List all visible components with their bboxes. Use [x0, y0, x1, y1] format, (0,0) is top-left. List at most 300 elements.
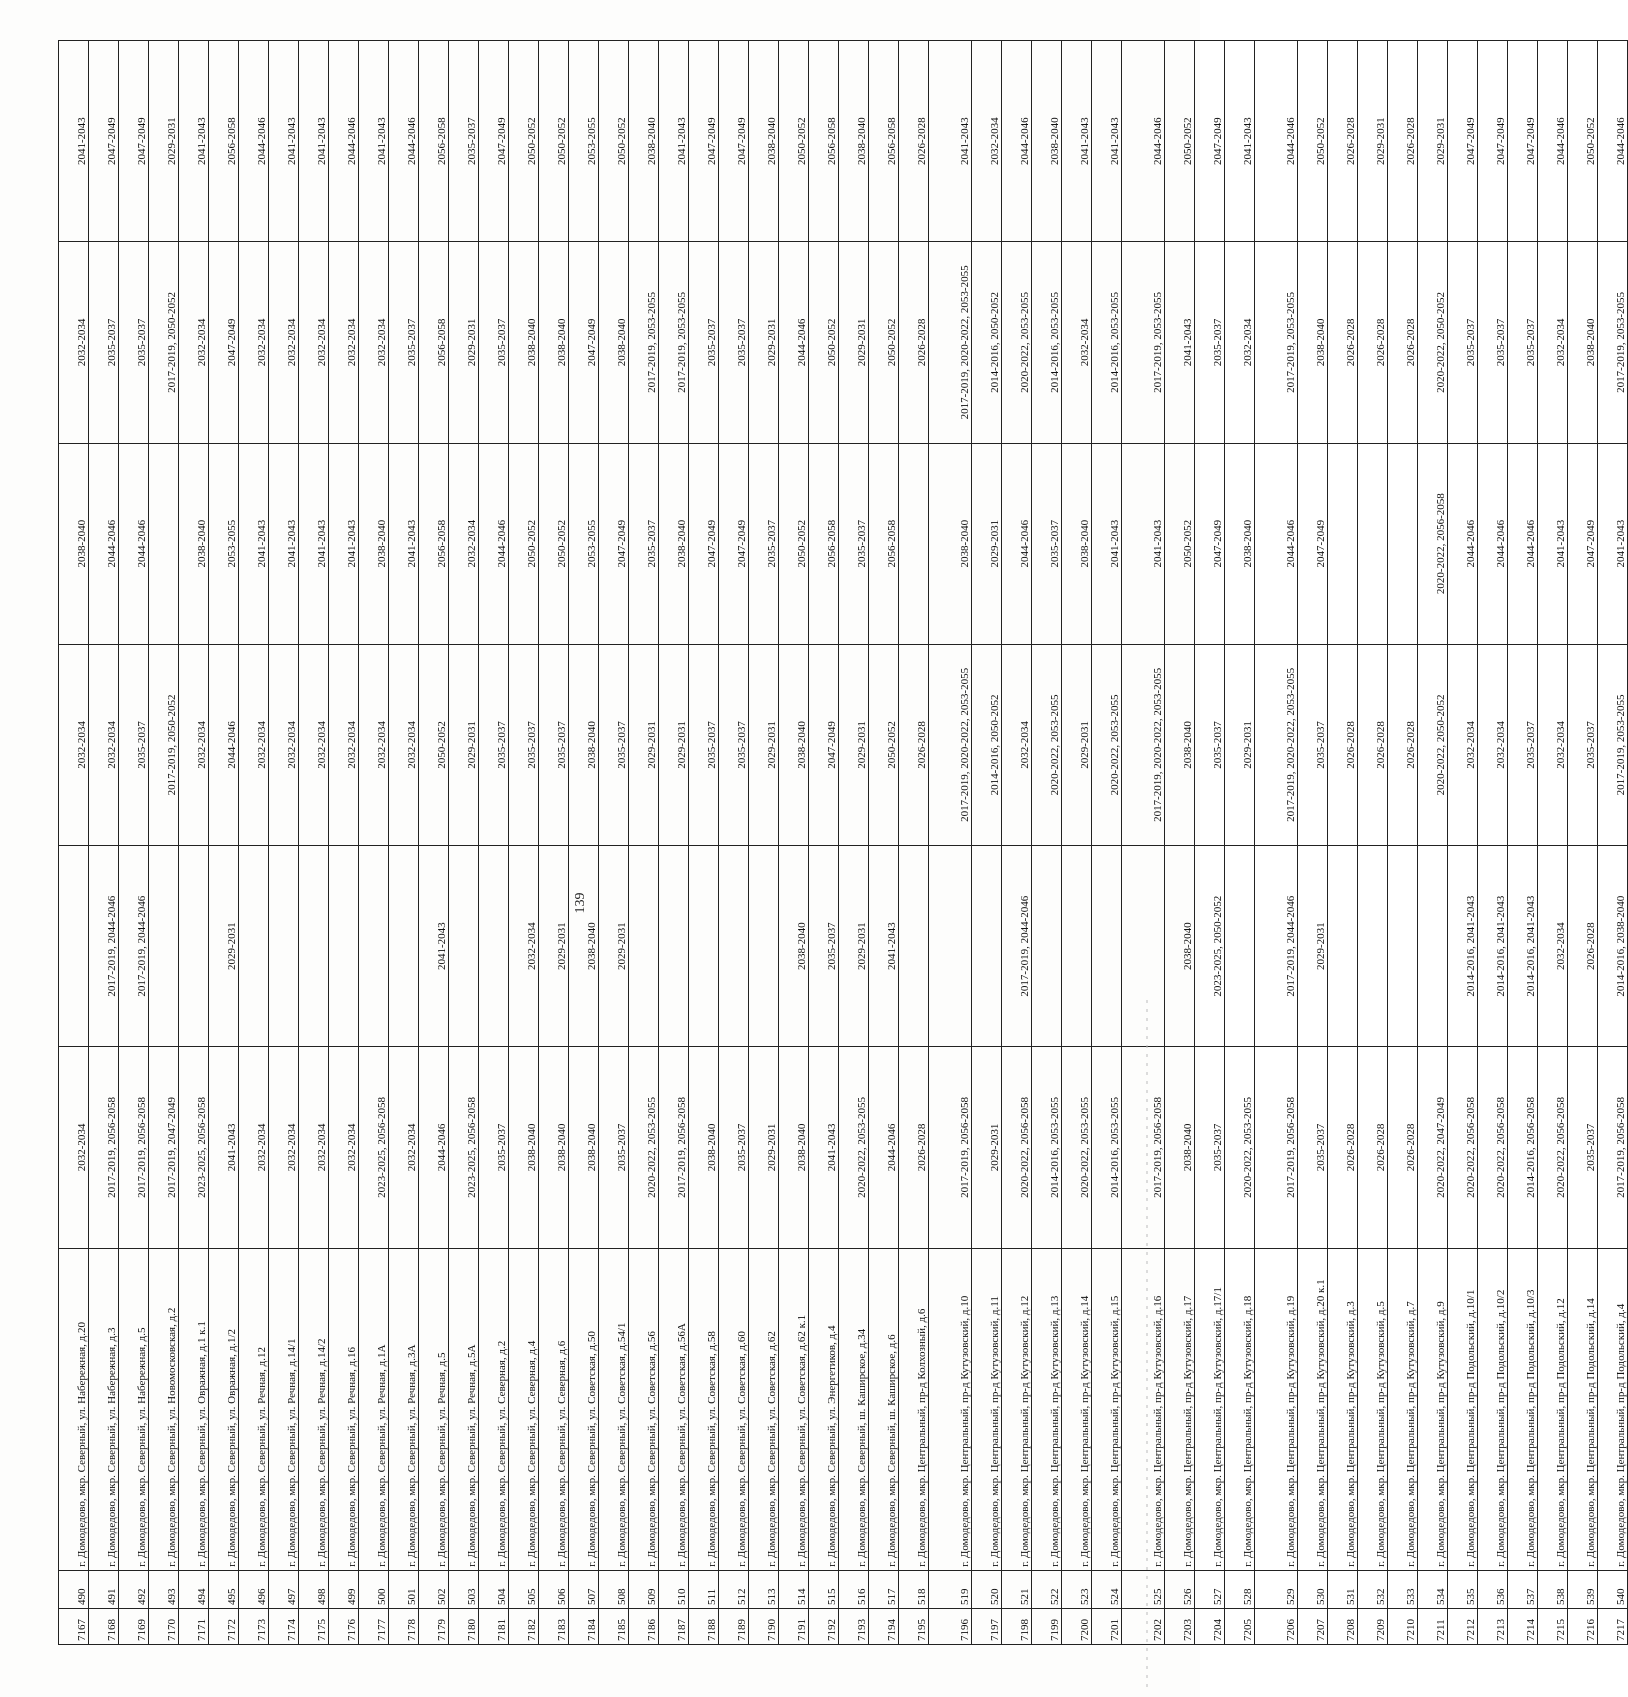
row-index-cell: 7202	[1122, 1608, 1165, 1644]
period-2-cell	[749, 846, 779, 1047]
period-3-cell: 2026-2028	[1358, 644, 1388, 845]
period-1-cell: 2020-2022, 2053-2055	[839, 1047, 869, 1248]
period-5-cell: 2047-2049	[569, 242, 599, 443]
table-row	[269, 41, 299, 1645]
item-number-cell: 498	[299, 1570, 329, 1608]
period-4-cell: 2050-2052	[779, 443, 809, 644]
period-4-cell	[899, 443, 929, 644]
table-row	[1092, 41, 1122, 1645]
period-5-cell: 2038-2040	[509, 242, 539, 443]
period-2-cell: 2038-2040	[1165, 846, 1195, 1047]
item-number-cell: 493	[149, 1570, 179, 1608]
period-1-cell: 2032-2034	[239, 1047, 269, 1248]
period-3-cell: 2032-2034	[389, 644, 419, 845]
period-6-cell: 2038-2040	[1032, 41, 1062, 242]
period-2-cell	[1062, 846, 1092, 1047]
period-2-cell	[689, 846, 719, 1047]
table-row	[419, 41, 449, 1645]
period-4-cell: 2041-2043	[329, 443, 359, 644]
address-cell: г. Домодедово, мкр. Центральный, пр-д Кутузовский, д.15	[1092, 1248, 1122, 1570]
period-5-cell: 2032-2034	[269, 242, 299, 443]
item-number-cell: 494	[179, 1570, 209, 1608]
period-1-cell: 2041-2043	[809, 1047, 839, 1248]
period-2-cell	[239, 846, 269, 1047]
item-number-cell: 512	[719, 1570, 749, 1608]
table-row	[1002, 41, 1032, 1645]
item-number-cell: 539	[1568, 1570, 1598, 1608]
table-row	[659, 41, 689, 1645]
address-cell: г. Домодедово, мкр. Центральный, пр-д Кутузовский, д.20 к.1	[1298, 1248, 1328, 1570]
period-6-cell: 2044-2046	[389, 41, 419, 242]
table-row	[779, 41, 809, 1645]
period-2-cell	[389, 846, 419, 1047]
row-index-cell: 7185	[599, 1608, 629, 1644]
period-5-cell: 2026-2028	[899, 242, 929, 443]
period-1-cell: 2020-2022, 2056-2058	[1002, 1047, 1032, 1248]
period-1-cell: 2038-2040	[779, 1047, 809, 1248]
period-6-cell: 2047-2049	[479, 41, 509, 242]
item-number-cell: 499	[329, 1570, 359, 1608]
table-row	[299, 41, 329, 1645]
row-index-cell: 7175	[299, 1608, 329, 1644]
period-2-cell: 2038-2040	[569, 846, 599, 1047]
period-6-cell: 2044-2046	[1002, 41, 1032, 242]
housing-repair-schedule-table	[58, 40, 1628, 1645]
item-number-cell: 524	[1092, 1570, 1122, 1608]
row-index-cell: 7181	[479, 1608, 509, 1644]
period-3-cell: 2017-2019, 2020-2022, 2053-2055	[1122, 644, 1165, 845]
period-3-cell: 2029-2031	[839, 644, 869, 845]
row-index-cell: 7193	[839, 1608, 869, 1644]
item-number-cell: 509	[629, 1570, 659, 1608]
period-6-cell: 2044-2046	[1598, 41, 1628, 242]
address-cell: г. Домодедово, мкр. Центральный, пр-д Кутузовский, д.7	[1388, 1248, 1418, 1570]
period-3-cell: 2038-2040	[779, 644, 809, 845]
period-3-cell: 2032-2034	[329, 644, 359, 845]
address-cell: г. Домодедово, мкр. Северный, ул. Речная, д.1А	[359, 1248, 389, 1570]
period-4-cell	[1388, 443, 1418, 644]
row-index-cell: 7183	[539, 1608, 569, 1644]
item-number-cell: 491	[89, 1570, 119, 1608]
period-6-cell: 2047-2049	[1195, 41, 1225, 242]
table-row	[1448, 41, 1478, 1645]
item-number-cell: 516	[839, 1570, 869, 1608]
item-number-cell: 501	[389, 1570, 419, 1608]
item-number-cell: 525	[1122, 1570, 1165, 1608]
period-3-cell: 2032-2034	[359, 644, 389, 845]
period-5-cell: 2017-2019, 2053-2055	[659, 242, 689, 443]
table-row	[929, 41, 972, 1645]
address-cell: г. Домодедово, мкр. Северный, ул. Советская, д.50	[569, 1248, 599, 1570]
period-1-cell: 2020-2022, 2056-2058	[1478, 1047, 1508, 1248]
table-row	[1598, 41, 1628, 1645]
period-6-cell: 2056-2058	[419, 41, 449, 242]
row-index-cell: 7186	[629, 1608, 659, 1644]
period-2-cell	[1418, 846, 1448, 1047]
period-3-cell: 2017-2019, 2053-2055	[1598, 644, 1628, 845]
period-3-cell: 2026-2028	[1388, 644, 1418, 845]
period-3-cell: 2032-2034	[1002, 644, 1032, 845]
period-4-cell: 2041-2043	[299, 443, 329, 644]
period-6-cell: 2047-2049	[1478, 41, 1508, 242]
period-2-cell: 2026-2028	[1568, 846, 1598, 1047]
row-index-cell: 7177	[359, 1608, 389, 1644]
period-6-cell: 2029-2031	[149, 41, 179, 242]
period-5-cell: 2032-2034	[359, 242, 389, 443]
period-5-cell: 2029-2031	[839, 242, 869, 443]
period-2-cell	[899, 846, 929, 1047]
table-row	[449, 41, 479, 1645]
period-2-cell	[299, 846, 329, 1047]
period-4-cell: 2056-2058	[869, 443, 899, 644]
period-3-cell: 2029-2031	[659, 644, 689, 845]
period-4-cell: 2032-2034	[449, 443, 479, 644]
period-6-cell: 2041-2043	[659, 41, 689, 242]
period-4-cell: 2041-2043	[1598, 443, 1628, 644]
period-3-cell: 2032-2034	[239, 644, 269, 845]
row-index-cell: 7194	[869, 1608, 899, 1644]
period-1-cell: 2044-2046	[869, 1047, 899, 1248]
period-5-cell: 2032-2034	[59, 242, 89, 443]
period-6-cell: 2053-2055	[569, 41, 599, 242]
period-4-cell: 2047-2049	[1568, 443, 1598, 644]
period-5-cell: 2050-2052	[809, 242, 839, 443]
period-4-cell: 2050-2052	[1165, 443, 1195, 644]
period-1-cell: 2014-2016, 2056-2058	[1508, 1047, 1538, 1248]
period-6-cell: 2041-2043	[359, 41, 389, 242]
period-5-cell: 2032-2034	[239, 242, 269, 443]
table-row	[1032, 41, 1062, 1645]
address-cell: г. Домодедово, мкр. Северный, ул. Советская, д.62 к.1	[779, 1248, 809, 1570]
period-6-cell: 2044-2046	[1538, 41, 1568, 242]
period-1-cell: 2017-2019, 2047-2049	[149, 1047, 179, 1248]
period-6-cell: 2050-2052	[1298, 41, 1328, 242]
period-3-cell: 2032-2034	[269, 644, 299, 845]
row-index-cell: 7168	[89, 1608, 119, 1644]
period-6-cell: 2047-2049	[1448, 41, 1478, 242]
row-index-cell: 7213	[1478, 1608, 1508, 1644]
address-cell: г. Домодедово, мкр. Северный, ул. Речная, д.14/1	[269, 1248, 299, 1570]
period-5-cell: 2017-2019, 2053-2055	[1255, 242, 1298, 443]
item-number-cell: 497	[269, 1570, 299, 1608]
period-3-cell: 2035-2037	[1195, 644, 1225, 845]
period-2-cell: 2017-2019, 2044-2046	[1255, 846, 1298, 1047]
item-number-cell: 510	[659, 1570, 689, 1608]
page-number: 139	[573, 892, 588, 914]
item-number-cell: 515	[809, 1570, 839, 1608]
item-number-cell: 519	[929, 1570, 972, 1608]
table-row	[1225, 41, 1255, 1645]
period-1-cell: 2032-2034	[329, 1047, 359, 1248]
item-number-cell: 537	[1508, 1570, 1538, 1608]
period-5-cell: 2038-2040	[539, 242, 569, 443]
period-4-cell: 2038-2040	[59, 443, 89, 644]
item-number-cell: 529	[1255, 1570, 1298, 1608]
period-5-cell: 2035-2037	[689, 242, 719, 443]
period-3-cell: 2032-2034	[1448, 644, 1478, 845]
address-cell: г. Домодедово, мкр. Центральный, пр-д Кутузовский, д.14	[1062, 1248, 1092, 1570]
period-5-cell: 2032-2034	[299, 242, 329, 443]
period-4-cell	[149, 443, 179, 644]
period-5-cell: 2035-2037	[389, 242, 419, 443]
period-4-cell: 2056-2058	[419, 443, 449, 644]
table-row	[1508, 41, 1538, 1645]
period-6-cell: 2047-2049	[719, 41, 749, 242]
row-index-cell: 7179	[419, 1608, 449, 1644]
item-number-cell: 528	[1225, 1570, 1255, 1608]
period-1-cell: 2026-2028	[1328, 1047, 1358, 1248]
period-6-cell: 2044-2046	[1255, 41, 1298, 242]
row-index-cell: 7203	[1165, 1608, 1195, 1644]
address-cell: г. Домодедово, мкр. Северный, ш. Каширское, д.6	[869, 1248, 899, 1570]
period-1-cell: 2014-2016, 2053-2055	[1092, 1047, 1122, 1248]
period-3-cell: 2029-2031	[1225, 644, 1255, 845]
row-index-cell: 7182	[509, 1608, 539, 1644]
address-cell: г. Домодедово, мкр. Северный, ул. Речная, д.14/2	[299, 1248, 329, 1570]
period-5-cell: 2035-2037	[1195, 242, 1225, 443]
period-3-cell: 2032-2034	[179, 644, 209, 845]
item-number-cell: 521	[1002, 1570, 1032, 1608]
address-cell: г. Домодедово, мкр. Северный, ул. Набережная, д.20	[59, 1248, 89, 1570]
period-1-cell: 2041-2043	[209, 1047, 239, 1248]
period-1-cell: 2038-2040	[539, 1047, 569, 1248]
period-6-cell: 2026-2028	[899, 41, 929, 242]
period-4-cell: 2029-2031	[972, 443, 1002, 644]
period-1-cell: 2038-2040	[689, 1047, 719, 1248]
item-number-cell: 536	[1478, 1570, 1508, 1608]
period-5-cell: 2038-2040	[599, 242, 629, 443]
period-4-cell	[1358, 443, 1388, 644]
item-number-cell: 522	[1032, 1570, 1062, 1608]
row-index-cell: 7169	[119, 1608, 149, 1644]
period-3-cell: 2035-2037	[719, 644, 749, 845]
period-6-cell: 2026-2028	[1328, 41, 1358, 242]
period-2-cell: 2035-2037	[809, 846, 839, 1047]
period-2-cell	[1092, 846, 1122, 1047]
period-2-cell	[269, 846, 299, 1047]
period-6-cell: 2041-2043	[929, 41, 972, 242]
period-6-cell: 2056-2058	[209, 41, 239, 242]
item-number-cell: 517	[869, 1570, 899, 1608]
period-2-cell: 2023-2025, 2050-2052	[1195, 846, 1225, 1047]
period-1-cell: 2035-2037	[1298, 1047, 1328, 1248]
period-2-cell: 2017-2019, 2044-2046	[119, 846, 149, 1047]
period-5-cell: 2020-2022, 2053-2055	[1002, 242, 1032, 443]
period-3-cell: 2035-2037	[509, 644, 539, 845]
period-3-cell: 2026-2028	[1328, 644, 1358, 845]
table-row	[1358, 41, 1388, 1645]
period-2-cell: 2029-2031	[209, 846, 239, 1047]
period-5-cell: 2026-2028	[1388, 242, 1418, 443]
period-2-cell	[179, 846, 209, 1047]
period-5-cell: 2017-2019, 2053-2055	[629, 242, 659, 443]
row-index-cell: 7210	[1388, 1608, 1418, 1644]
period-3-cell: 2020-2022, 2053-2055	[1092, 644, 1122, 845]
period-2-cell: 2014-2016, 2041-2043	[1508, 846, 1538, 1047]
address-cell: г. Домодедово, мкр. Центральный, пр-д Кутузовский, д.12	[1002, 1248, 1032, 1570]
row-index-cell: 7167	[59, 1608, 89, 1644]
address-cell: г. Домодедово, мкр. Северный, ул. Северная, д.4	[509, 1248, 539, 1570]
table-row	[119, 41, 149, 1645]
period-3-cell: 2032-2034	[89, 644, 119, 845]
period-5-cell: 2020-2022, 2050-2052	[1418, 242, 1448, 443]
period-3-cell: 2017-2019, 2020-2022, 2053-2055	[1255, 644, 1298, 845]
table-row	[569, 41, 599, 1645]
table-row	[839, 41, 869, 1645]
table-row	[1165, 41, 1195, 1645]
period-1-cell: 2017-2019, 2056-2058	[89, 1047, 119, 1248]
period-2-cell	[1032, 846, 1062, 1047]
period-4-cell: 2050-2052	[509, 443, 539, 644]
period-1-cell: 2026-2028	[1358, 1047, 1388, 1248]
period-4-cell: 2044-2046	[1448, 443, 1478, 644]
item-number-cell: 496	[239, 1570, 269, 1608]
period-3-cell: 2020-2022, 2053-2055	[1032, 644, 1062, 845]
period-1-cell: 2017-2019, 2056-2058	[1598, 1047, 1628, 1248]
address-cell: г. Домодедово, мкр. Северный, ул. Советская, д.54/1	[599, 1248, 629, 1570]
period-2-cell	[972, 846, 1002, 1047]
period-5-cell: 2017-2019, 2020-2022, 2053-2055	[929, 242, 972, 443]
period-5-cell: 2032-2034	[1225, 242, 1255, 443]
address-cell: г. Домодедово, мкр. Северный, ул. Речная, д.5А	[449, 1248, 479, 1570]
period-5-cell: 2032-2034	[179, 242, 209, 443]
period-6-cell: 2047-2049	[119, 41, 149, 242]
period-1-cell: 2020-2022, 2053-2055	[1225, 1047, 1255, 1248]
period-3-cell: 2014-2016, 2050-2052	[972, 644, 1002, 845]
period-6-cell: 2050-2052	[779, 41, 809, 242]
period-1-cell: 2020-2022, 2056-2058	[1538, 1047, 1568, 1248]
period-3-cell: 2029-2031	[629, 644, 659, 845]
table-row	[509, 41, 539, 1645]
period-1-cell: 2017-2019, 2056-2058	[119, 1047, 149, 1248]
period-3-cell: 2047-2049	[809, 644, 839, 845]
period-4-cell: 2041-2043	[389, 443, 419, 644]
period-3-cell: 2050-2052	[869, 644, 899, 845]
item-number-cell: 527	[1195, 1570, 1225, 1608]
period-4-cell: 2035-2037	[839, 443, 869, 644]
item-number-cell: 531	[1328, 1570, 1358, 1608]
period-4-cell: 2038-2040	[179, 443, 209, 644]
row-index-cell: 7211	[1418, 1608, 1448, 1644]
item-number-cell: 520	[972, 1570, 1002, 1608]
address-cell: г. Домодедово, мкр. Северный, ул. Советская, д.60	[719, 1248, 749, 1570]
row-index-cell: 7196	[929, 1608, 972, 1644]
period-5-cell: 2035-2037	[1478, 242, 1508, 443]
row-index-cell: 7192	[809, 1608, 839, 1644]
address-cell: г. Домодедово, мкр. Центральный, пр-д Подольский, д.10/2	[1478, 1248, 1508, 1570]
period-2-cell	[719, 846, 749, 1047]
row-index-cell: 7173	[239, 1608, 269, 1644]
period-4-cell: 2041-2043	[239, 443, 269, 644]
period-6-cell: 2032-2034	[972, 41, 1002, 242]
item-number-cell: 518	[899, 1570, 929, 1608]
period-5-cell: 2017-2019, 2053-2055	[1598, 242, 1628, 443]
address-cell: г. Домодедово, мкр. Центральный, пр-д Кутузовский, д.17/1	[1195, 1248, 1225, 1570]
row-index-cell: 7207	[1298, 1608, 1328, 1644]
address-cell: г. Домодедово, мкр. Северный, ул. Набережная, д.5	[119, 1248, 149, 1570]
row-index-cell: 7205	[1225, 1608, 1255, 1644]
period-1-cell: 2017-2019, 2056-2058	[1122, 1047, 1165, 1248]
period-6-cell: 2044-2046	[329, 41, 359, 242]
table-row	[179, 41, 209, 1645]
table-row	[1328, 41, 1358, 1645]
period-4-cell: 2041-2043	[269, 443, 299, 644]
table-row	[1298, 41, 1328, 1645]
period-6-cell: 2050-2052	[1568, 41, 1598, 242]
address-cell: г. Домодедово, мкр. Северный, ул. Северная, д.6	[539, 1248, 569, 1570]
row-index-cell: 7180	[449, 1608, 479, 1644]
period-2-cell	[1328, 846, 1358, 1047]
item-number-cell: 535	[1448, 1570, 1478, 1608]
period-2-cell: 2017-2019, 2044-2046	[1002, 846, 1032, 1047]
period-5-cell: 2044-2046	[779, 242, 809, 443]
row-index-cell: 7195	[899, 1608, 929, 1644]
table-row	[89, 41, 119, 1645]
row-index-cell: 7206	[1255, 1608, 1298, 1644]
row-index-cell: 7172	[209, 1608, 239, 1644]
period-2-cell	[149, 846, 179, 1047]
period-4-cell: 2038-2040	[929, 443, 972, 644]
period-3-cell: 2029-2031	[749, 644, 779, 845]
address-cell: г. Домодедово, мкр. Северный, ул. Речная, д.12	[239, 1248, 269, 1570]
period-2-cell: 2017-2019, 2044-2046	[89, 846, 119, 1047]
row-index-cell: 7215	[1538, 1608, 1568, 1644]
period-2-cell: 2029-2031	[599, 846, 629, 1047]
item-number-cell: 503	[449, 1570, 479, 1608]
period-4-cell: 2044-2046	[1508, 443, 1538, 644]
row-index-cell: 7214	[1508, 1608, 1538, 1644]
period-2-cell: 2029-2031	[539, 846, 569, 1047]
period-2-cell	[1358, 846, 1388, 1047]
item-number-cell: 507	[569, 1570, 599, 1608]
period-6-cell: 2029-2031	[1418, 41, 1448, 242]
period-4-cell: 2035-2037	[629, 443, 659, 644]
period-5-cell: 2056-2058	[419, 242, 449, 443]
period-1-cell: 2023-2025, 2056-2058	[179, 1047, 209, 1248]
period-2-cell	[659, 846, 689, 1047]
table-row	[389, 41, 419, 1645]
item-number-cell: 526	[1165, 1570, 1195, 1608]
rotated-table-container	[58, 40, 1627, 1645]
period-2-cell	[449, 846, 479, 1047]
address-cell: г. Домодедово, мкр. Северный, ул. Набережная, д.3	[89, 1248, 119, 1570]
period-5-cell: 2035-2037	[89, 242, 119, 443]
table-row	[149, 41, 179, 1645]
item-number-cell: 530	[1298, 1570, 1328, 1608]
period-6-cell: 2041-2043	[269, 41, 299, 242]
period-5-cell: 2035-2037	[1508, 242, 1538, 443]
period-6-cell: 2041-2043	[1225, 41, 1255, 242]
period-3-cell: 2032-2034	[59, 644, 89, 845]
address-cell: г. Домодедово, мкр. Центральный, пр-д Подольский, д.14	[1568, 1248, 1598, 1570]
table-row	[479, 41, 509, 1645]
address-cell: г. Домодедово, мкр. Центральный, пр-д Подольский, д.10/3	[1508, 1248, 1538, 1570]
period-4-cell: 2044-2046	[1002, 443, 1032, 644]
period-6-cell: 2041-2043	[179, 41, 209, 242]
row-index-cell: 7208	[1328, 1608, 1358, 1644]
address-cell: г. Домодедово, мкр. Северный, ул. Речная, д.5	[419, 1248, 449, 1570]
period-3-cell: 2017-2019, 2050-2052	[149, 644, 179, 845]
period-6-cell: 2044-2046	[1122, 41, 1165, 242]
period-6-cell: 2050-2052	[539, 41, 569, 242]
period-1-cell: 2035-2037	[1195, 1047, 1225, 1248]
period-4-cell: 2050-2052	[539, 443, 569, 644]
row-index-cell: 7199	[1032, 1608, 1062, 1644]
period-4-cell: 2056-2058	[809, 443, 839, 644]
row-index-cell: 7212	[1448, 1608, 1478, 1644]
period-1-cell: 2038-2040	[569, 1047, 599, 1248]
row-index-cell: 7204	[1195, 1608, 1225, 1644]
